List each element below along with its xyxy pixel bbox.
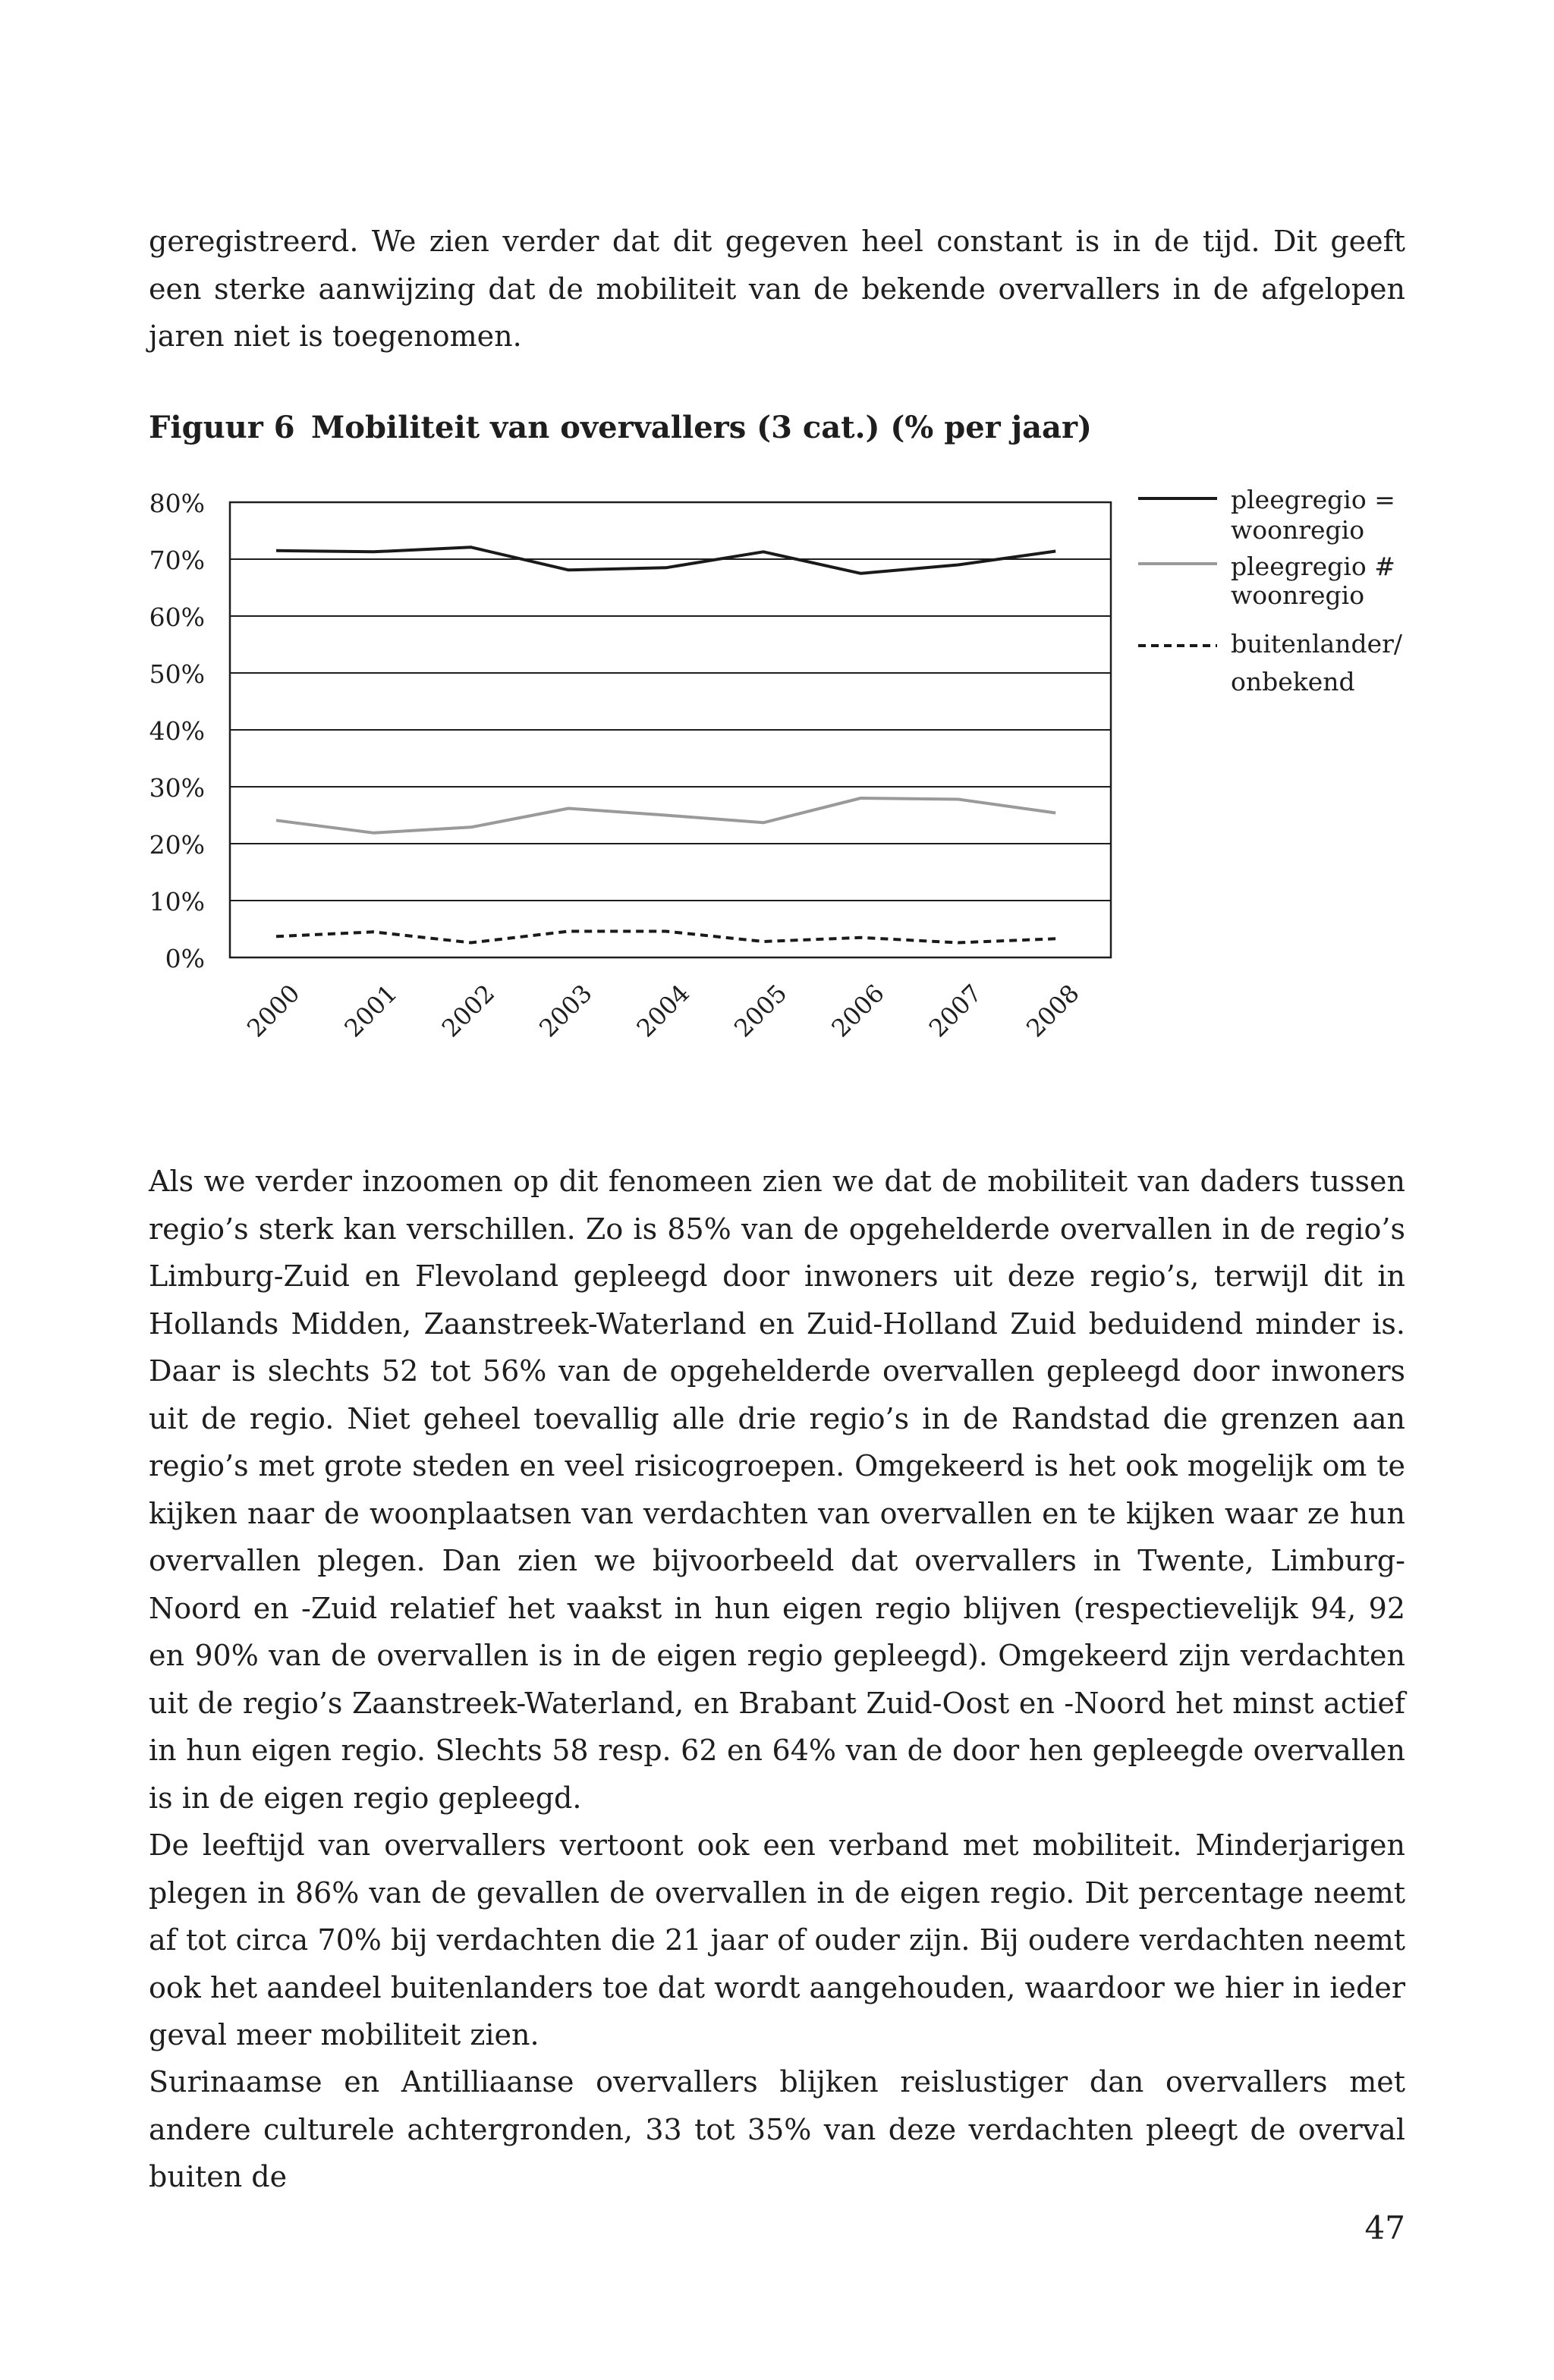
x-tick-label: 2008 — [1021, 978, 1085, 1043]
legend-label-2: woonregio — [1231, 580, 1365, 610]
legend-label-2: pleegregio # — [1231, 552, 1395, 581]
body-paragraph-2: De leeftijd van overvallers vertoont ook een verband met mobiliteit. Minderjarigen plegen in 86% van de gevallen de overvallen in de eigen regio. Dit percentage neemt af tot circa 70% bij verdachten die 21 jaar of ouder zijn. Bij oudere verdachten neemt ook het aandeel buitenlanders toe dat wordt aangehouden, waardoor we hier in ieder geval meer mobiliteit zien. — [149, 1828, 1405, 2051]
y-tick-label: 60% — [149, 602, 205, 632]
intro-paragraph: geregistreerd. We zien verder dat dit gegeven heel constant is in de tijd. Dit geeft een sterke aanwijzing dat de mobiliteit van de bekende overvallers in de afgelopen jaren niet is toegenomen. — [149, 225, 1405, 353]
legend-label-1: pleegregio = — [1231, 485, 1395, 514]
y-tick-label: 0% — [165, 944, 205, 973]
x-tick-label: 2005 — [728, 978, 793, 1043]
x-tick-label: 2000 — [241, 978, 306, 1043]
body-paragraph-1: Als we verder inzoomen op dit fenomeen zien we dat de mobiliteit van daders tussen regio’s sterk kan verschillen. Zo is 85% van de opgehelderde overvallen in de regio’s Limburg-Zuid en Flevoland gepleegd door inwoners uit deze regio’s, terwijl dit in Hollands Midden, Zaanstreek-Waterland en Zuid-Holland Zuid beduidend minder is. Daar is slechts 52 tot 56% van de opgehelderde overvallen gepleegd door inwoners uit de regio. Niet geheel toevallig alle drie regio’s in de Randstad die grenzen aan regio’s met grote steden en veel risicogroepen. Omgekeerd is het ook mogelijk om te kijken naar de woonplaatsen van verdachten van overvallen en te kijken waar ze hun overvallen plegen. Dan zien we bijvoorbeeld dat overvallers in Twente, Limburg-Noord en -Zuid relatief het vaakst in hun eigen regio blijven (respectievelijk 94, 92 en 90% van de overvallen is in de eigen regio gepleegd). Omgekeerd zijn verdachten uit de regio’s Zaanstreek-Waterland, en Brabant Zuid-Oost en -Noord het minst actief in hun eigen regio. Slechts 58 resp. 62 en 64% van de door hen gepleegde overvallen is in de eigen regio gepleegd. — [149, 1165, 1405, 1815]
x-tick-label: 2002 — [436, 978, 501, 1043]
y-tick-label: 50% — [149, 659, 205, 689]
y-tick-label: 70% — [149, 545, 205, 575]
page-number: 47 — [1364, 2209, 1405, 2246]
chart-legend — [1138, 485, 1403, 696]
legend-label-3: buitenlander/ — [1231, 629, 1403, 659]
legend-label-1: woonregio — [1231, 515, 1365, 545]
y-tick-label: 30% — [149, 773, 205, 803]
y-tick-label: 20% — [149, 830, 205, 860]
x-tick-label: 2004 — [631, 978, 696, 1043]
x-tick-label: 2006 — [826, 978, 890, 1043]
figure-caption: Mobiliteit van overvallers (3 cat.) (% per jaar) — [311, 410, 1092, 445]
mobility-line-chart — [0, 0, 1554, 1138]
y-tick-label: 80% — [149, 489, 205, 518]
y-tick-label: 10% — [149, 887, 205, 916]
series-line-2 — [276, 798, 1055, 833]
x-tick-label: 2003 — [533, 978, 598, 1043]
chart-series — [276, 547, 1055, 942]
y-tick-label: 40% — [149, 716, 205, 746]
legend-label-3: onbekend — [1231, 667, 1355, 696]
figure-label: Figuur 6 — [149, 410, 295, 445]
series-line-1 — [276, 547, 1055, 574]
chart-gridlines — [230, 559, 1111, 901]
x-tick-label: 2007 — [923, 978, 988, 1043]
x-axis-ticks — [241, 979, 1085, 1042]
y-axis-ticks — [149, 489, 205, 973]
body-paragraph-3: Surinaamse en Antilliaanse overvallers blijken reislustiger dan overvallers met andere culturele achtergronden, 33 tot 35% van deze verdachten pleegt de overval buiten de — [149, 2065, 1405, 2193]
x-tick-label: 2001 — [338, 978, 403, 1043]
series-line-3 — [276, 932, 1055, 943]
